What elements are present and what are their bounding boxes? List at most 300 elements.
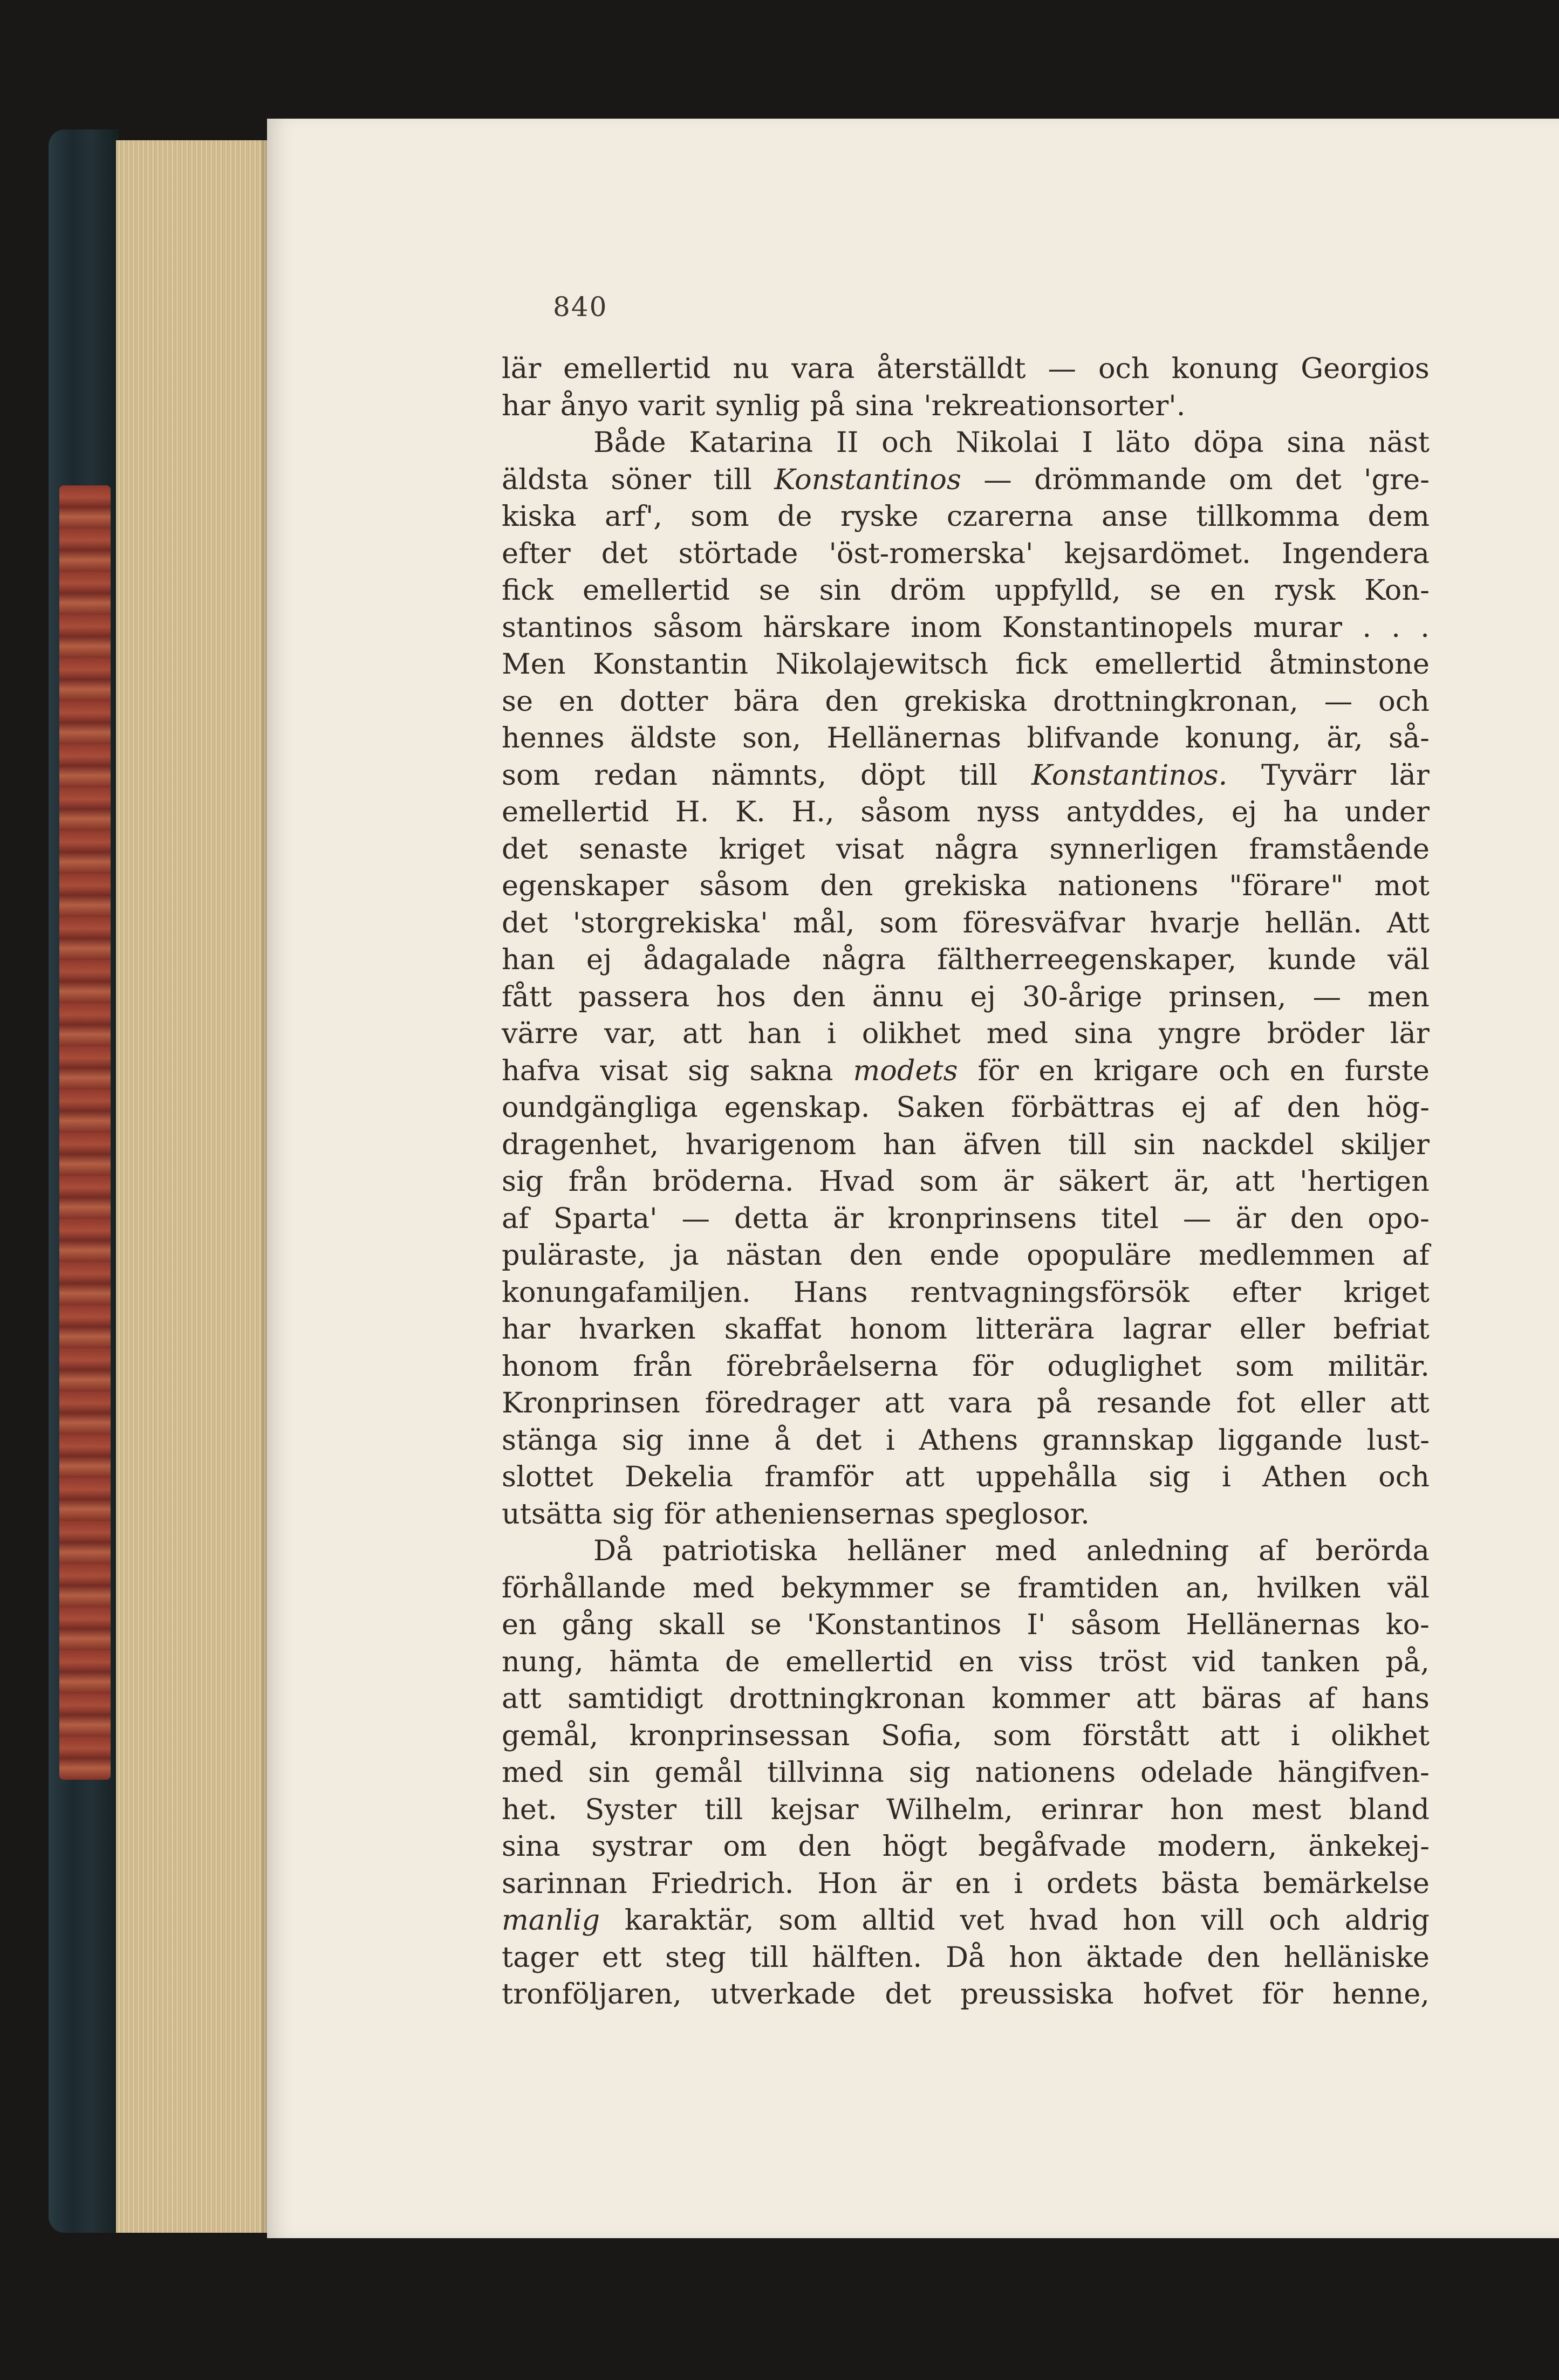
- text-line: [502, 831, 1430, 868]
- text-line: [502, 1016, 1430, 1053]
- text-line: [502, 1865, 1430, 1903]
- word: tronföljaren,: [502, 1978, 682, 2011]
- word: från: [633, 1349, 693, 1383]
- word: Hellänernas: [1186, 1608, 1361, 1641]
- word: "förare": [1229, 869, 1344, 902]
- text-line: [502, 1607, 1430, 1644]
- word: visat: [600, 1054, 668, 1087]
- word: synnerligen: [1049, 832, 1218, 866]
- text-line: [502, 1459, 1430, 1496]
- word: om: [1229, 463, 1273, 496]
- word: han: [748, 1017, 802, 1050]
- word: hon: [1009, 1940, 1063, 1974]
- word: modets: [853, 1054, 958, 1087]
- word: föresväfvar: [962, 906, 1125, 939]
- word: som: [690, 500, 749, 533]
- text-line: [502, 757, 1430, 794]
- word: se: [960, 1571, 992, 1604]
- word: tanken: [1261, 1645, 1360, 1678]
- text-line: [502, 462, 1430, 499]
- text-line: [502, 1089, 1430, 1127]
- word: att: [502, 1682, 542, 1715]
- word: dotter: [619, 684, 708, 718]
- word: se: [758, 574, 790, 607]
- word: emellertid: [563, 352, 711, 385]
- word: änkekej-: [1308, 1830, 1430, 1863]
- word: den: [825, 684, 878, 718]
- word: Tyvärr: [1261, 758, 1356, 792]
- word: några: [934, 832, 1019, 866]
- word: i: [1014, 1867, 1023, 1900]
- word: egenskap.: [724, 1091, 870, 1124]
- word: Friedrich.: [651, 1867, 794, 1900]
- word: en: [958, 1645, 994, 1678]
- word: antyddes,: [1066, 795, 1206, 828]
- word: gemål: [654, 1756, 743, 1789]
- word: såsom: [653, 611, 743, 644]
- word: en: [1210, 574, 1246, 607]
- word: i: [827, 1017, 836, 1050]
- word: en: [1038, 1054, 1074, 1087]
- text-line: [502, 646, 1430, 683]
- word: mest: [1252, 1793, 1322, 1826]
- word: hos: [716, 980, 766, 1013]
- word: med: [693, 1571, 755, 1604]
- word: ådagalade: [643, 943, 791, 976]
- word: eller: [1239, 1313, 1305, 1346]
- word: vara: [948, 1387, 1013, 1419]
- word: ett: [602, 1940, 642, 1974]
- word: ordets: [1047, 1867, 1138, 1900]
- word: han: [502, 943, 555, 976]
- text-line: [502, 979, 1430, 1016]
- word: att: [905, 1460, 945, 1493]
- word: hans: [1362, 1682, 1430, 1715]
- word: 'öst-romerska': [829, 537, 1034, 570]
- text-line: [502, 1237, 1430, 1274]
- word: han: [883, 1128, 936, 1161]
- word: —: [681, 1202, 710, 1235]
- word: grannskap: [1042, 1423, 1194, 1457]
- word: uppfylld,: [994, 574, 1121, 607]
- word: värre: [502, 1017, 579, 1050]
- word: att: [1235, 1165, 1275, 1198]
- word: 'gre-: [1364, 463, 1430, 496]
- word: härskare: [763, 611, 891, 644]
- word: ende: [929, 1239, 1000, 1272]
- word: framför: [764, 1460, 873, 1493]
- word: om: [723, 1830, 767, 1863]
- word: har: [502, 389, 551, 422]
- word: bekymmer: [781, 1571, 933, 1604]
- word: på: [810, 389, 845, 422]
- text-line: [502, 1792, 1430, 1829]
- word: grekiska: [904, 869, 1028, 902]
- word: till: [1068, 1128, 1107, 1161]
- word: såsom: [860, 795, 951, 828]
- word: Dekelia: [624, 1460, 733, 1493]
- word: väl: [1387, 943, 1430, 976]
- word: återställdt: [877, 352, 1026, 385]
- word: hvarigenom: [685, 1128, 857, 1161]
- word: störtade: [678, 537, 798, 570]
- word: ej: [1181, 1091, 1207, 1124]
- word: kommer: [992, 1682, 1110, 1715]
- word: på,: [1385, 1645, 1430, 1678]
- word: begåfvade: [978, 1830, 1127, 1863]
- word: berörda: [1315, 1534, 1430, 1567]
- word: ej: [970, 980, 996, 1013]
- word: kronprinsens: [887, 1202, 1077, 1235]
- word: för: [1262, 1978, 1303, 2011]
- word: och: [881, 426, 933, 459]
- word: af: [1259, 1534, 1286, 1567]
- word: tröst: [1099, 1645, 1167, 1678]
- word: ja: [673, 1239, 699, 1272]
- word: att: [1136, 1682, 1176, 1715]
- word: den: [1287, 1091, 1341, 1124]
- word: den: [820, 869, 873, 902]
- page-number: 840: [553, 291, 608, 323]
- word: prinsen,: [1168, 980, 1287, 1013]
- word: ryske: [840, 500, 919, 533]
- word: medlemmen: [1199, 1239, 1375, 1272]
- word: litterära: [975, 1313, 1095, 1346]
- word: af: [1402, 1239, 1430, 1272]
- word: emellertid: [1095, 648, 1242, 681]
- word: såsom: [1071, 1608, 1161, 1641]
- text-line: [502, 1570, 1430, 1607]
- word: fick: [502, 574, 554, 607]
- word: att: [884, 1387, 925, 1419]
- word: äldsta: [502, 463, 589, 496]
- word: att: [1390, 1387, 1430, 1419]
- word: äfven: [963, 1128, 1042, 1161]
- word: puläraste,: [502, 1239, 646, 1272]
- word: kunde: [1268, 943, 1357, 976]
- word: hennes: [502, 722, 605, 755]
- word: kronprinsessan: [629, 1719, 850, 1752]
- text-line: [502, 868, 1430, 905]
- word: är,: [1326, 722, 1363, 755]
- word: drömmande: [1034, 463, 1207, 496]
- word: Sofia,: [880, 1719, 962, 1752]
- word: steg: [665, 1940, 726, 1974]
- word: Ingendera: [1281, 537, 1430, 570]
- word: viss: [1019, 1645, 1073, 1678]
- word: åtminstone: [1269, 648, 1430, 681]
- word: 30-årige: [1022, 980, 1143, 1013]
- word: uppehålla: [976, 1460, 1118, 1493]
- text-line: [502, 1053, 1430, 1090]
- word: tillkomma: [1196, 500, 1340, 533]
- word: mot: [1374, 869, 1430, 902]
- word: väl: [1387, 1571, 1430, 1604]
- word: sin: [819, 574, 861, 607]
- word: att: [682, 1017, 722, 1050]
- word: till: [959, 758, 998, 792]
- word: det: [502, 906, 548, 939]
- word: dem: [1367, 500, 1430, 533]
- word: den: [849, 1239, 903, 1272]
- page-edges: [116, 140, 272, 2233]
- word: militär.: [1328, 1349, 1430, 1383]
- word: an,: [1185, 1571, 1230, 1604]
- word: Kon-: [1364, 574, 1430, 607]
- word: arf',: [605, 500, 662, 533]
- word: för: [977, 1054, 1019, 1087]
- word: Hon: [817, 1867, 878, 1900]
- word: Konstantinopels: [1002, 611, 1233, 644]
- word: under: [1344, 795, 1430, 828]
- word: hög-: [1366, 1091, 1430, 1124]
- word: det: [502, 832, 548, 866]
- word: patriotiska: [662, 1534, 818, 1567]
- word: nationens: [975, 1756, 1116, 1789]
- word: från: [568, 1165, 628, 1198]
- word: förstått: [1082, 1719, 1189, 1752]
- word: kiska: [502, 500, 577, 533]
- word: med: [995, 1534, 1057, 1567]
- word: speglosor.: [945, 1497, 1090, 1531]
- word: H.,: [791, 795, 835, 828]
- word: bära: [734, 684, 799, 718]
- word: vet: [960, 1904, 1004, 1937]
- word: egenskaper: [502, 869, 669, 902]
- word: på: [1037, 1387, 1072, 1419]
- text-line: [502, 1348, 1430, 1386]
- word: kejsardömet.: [1064, 537, 1251, 570]
- word: och: [1219, 1054, 1270, 1087]
- word: varit: [638, 389, 706, 422]
- word: ej: [1231, 795, 1257, 828]
- word: är,: [1173, 1165, 1210, 1198]
- word: för: [972, 1349, 1014, 1383]
- word: het.: [502, 1793, 557, 1826]
- word: läto: [1116, 426, 1171, 459]
- word: Georgios: [1301, 352, 1430, 385]
- word: efter: [502, 537, 571, 570]
- word: sina: [854, 389, 914, 422]
- word: rentvagningsförsök: [910, 1275, 1189, 1309]
- word: inne: [688, 1423, 750, 1457]
- word: passera: [578, 980, 690, 1013]
- word: bröder: [1267, 1017, 1364, 1050]
- word: äldste: [630, 722, 717, 755]
- word: sin: [588, 1756, 630, 1789]
- word: blifvande: [1027, 722, 1160, 755]
- text-line: [502, 1496, 1430, 1533]
- word: I': [1027, 1608, 1046, 1641]
- word: till: [704, 1793, 743, 1826]
- word: —: [1182, 1202, 1212, 1235]
- word: som: [919, 1165, 978, 1198]
- word: redan: [594, 758, 678, 792]
- word: drottningkronan: [729, 1682, 966, 1715]
- word: fältherreegenskaper,: [937, 943, 1237, 976]
- word: till: [713, 463, 752, 496]
- word: sig: [621, 1423, 664, 1457]
- word: grekiska: [904, 684, 1028, 718]
- word: nu: [733, 352, 769, 385]
- word: nung,: [502, 1645, 584, 1678]
- word: anse: [1101, 500, 1168, 533]
- word: helläniske: [1283, 1940, 1430, 1974]
- word: Konstantinos: [774, 463, 961, 496]
- word: det: [1295, 463, 1342, 496]
- word: en: [502, 1608, 537, 1641]
- word: som: [778, 1904, 837, 1937]
- word: —: [1324, 684, 1353, 718]
- text-line: [502, 609, 1430, 647]
- word: i: [1222, 1460, 1231, 1493]
- word: visat: [836, 832, 904, 866]
- word: Nikolajewitsch: [775, 648, 989, 681]
- word: bemärkelse: [1263, 1867, 1430, 1900]
- word: H.: [675, 795, 709, 828]
- word: förhållande: [502, 1571, 666, 1604]
- word: Konstantin: [593, 648, 749, 681]
- word: af: [1308, 1682, 1336, 1715]
- word: det: [601, 537, 648, 570]
- text-line: [502, 424, 1430, 462]
- word: Saken: [896, 1091, 985, 1124]
- word: 'hertigen: [1300, 1165, 1430, 1198]
- word: ko-: [1385, 1608, 1430, 1641]
- word: såsom: [699, 869, 790, 902]
- word: en: [1289, 1054, 1325, 1087]
- word: det: [885, 1978, 932, 2011]
- word: hon: [1170, 1793, 1224, 1826]
- word: fått: [502, 980, 552, 1013]
- word: olikhet: [1330, 1719, 1430, 1752]
- word: döpa: [1193, 426, 1264, 459]
- word: kriget: [719, 832, 805, 866]
- text-line: [502, 388, 1430, 425]
- text-line: [502, 1644, 1430, 1681]
- word: skaffat: [724, 1313, 822, 1346]
- word: skiljer: [1341, 1128, 1430, 1161]
- word: Hvad: [818, 1165, 895, 1198]
- word: har: [502, 1313, 551, 1346]
- word: döpt: [860, 758, 925, 792]
- word: furste: [1344, 1054, 1430, 1087]
- word: oduglighet: [1047, 1349, 1202, 1383]
- word: nästan: [726, 1239, 823, 1272]
- word: Hans: [793, 1275, 868, 1309]
- word: Att: [1386, 906, 1430, 939]
- word: rysk: [1274, 574, 1336, 607]
- word: är: [833, 1202, 864, 1235]
- word: är: [1003, 1165, 1034, 1198]
- word: en: [955, 1867, 990, 1900]
- word: ånyo: [560, 389, 628, 422]
- word: hon: [1123, 1904, 1177, 1937]
- word: att: [1220, 1719, 1260, 1752]
- word: titel: [1101, 1202, 1159, 1235]
- text-line: [502, 1533, 1430, 1570]
- word: liggande: [1218, 1423, 1343, 1457]
- word: den: [1290, 1202, 1344, 1235]
- word: erinrar: [1041, 1793, 1143, 1826]
- word: atheniensernas: [715, 1497, 935, 1531]
- word: sarinnan: [502, 1867, 627, 1900]
- word: hvarken: [579, 1313, 696, 1346]
- word: nyss: [976, 795, 1040, 828]
- text-line: [502, 720, 1430, 757]
- word: Då: [593, 1534, 633, 1567]
- word: till: [749, 1940, 789, 1974]
- word: en: [558, 684, 594, 718]
- word: mål,: [792, 906, 855, 939]
- text-line: [502, 1163, 1430, 1201]
- word: och: [1098, 352, 1150, 385]
- body-text: [502, 351, 1430, 2013]
- word: Men: [502, 648, 566, 681]
- word: vara: [791, 352, 855, 385]
- word: modern,: [1157, 1830, 1277, 1863]
- word: krigare: [1093, 1054, 1199, 1087]
- word: aldrig: [1344, 1904, 1430, 1937]
- book-page: [267, 119, 1559, 2238]
- word: af: [502, 1202, 529, 1235]
- word: efter: [1232, 1275, 1301, 1309]
- word: i: [885, 1423, 895, 1457]
- word: karaktär,: [624, 1904, 754, 1937]
- text-line: [502, 572, 1430, 609]
- word: tager: [502, 1940, 579, 1974]
- word: ej: [586, 943, 612, 976]
- word: ha: [1283, 795, 1318, 828]
- word: å: [774, 1423, 791, 1457]
- word: se: [502, 684, 534, 718]
- word: sina: [1073, 1017, 1133, 1050]
- word: sina: [1287, 426, 1346, 459]
- word: vill: [1201, 1904, 1245, 1937]
- word: den: [792, 980, 846, 1013]
- word: och: [1378, 684, 1430, 718]
- word: Syster: [585, 1793, 677, 1826]
- word: utsätta: [502, 1497, 603, 1531]
- word: gemål,: [502, 1719, 599, 1752]
- text-line: [502, 1422, 1430, 1459]
- word: 'Konstantinos: [806, 1608, 1002, 1641]
- word: Både: [593, 426, 666, 459]
- word: hofvet: [1143, 1978, 1233, 2011]
- spine-bookmark-ribbon: [59, 485, 111, 1780]
- word: konungafamiljen.: [502, 1275, 751, 1309]
- word: stantinos: [502, 611, 633, 644]
- text-line: [502, 1718, 1430, 1755]
- word: i: [1290, 1719, 1300, 1752]
- text-line: [502, 905, 1430, 942]
- word: .: [1420, 611, 1430, 644]
- word: emellertid: [582, 574, 730, 607]
- word: säkert: [1058, 1165, 1149, 1198]
- word: oundgängliga: [502, 1091, 698, 1124]
- text-line: [502, 1385, 1430, 1422]
- word: Kronprinsen: [502, 1387, 680, 1419]
- word: söner: [611, 463, 691, 496]
- word: fick: [1015, 648, 1068, 681]
- word: skall: [658, 1608, 726, 1641]
- text-line: [502, 1939, 1430, 1977]
- word: nationens: [1058, 869, 1199, 902]
- text-line: [502, 498, 1430, 536]
- word: II: [836, 426, 859, 459]
- word: systrar: [591, 1830, 692, 1863]
- word: se: [750, 1608, 782, 1641]
